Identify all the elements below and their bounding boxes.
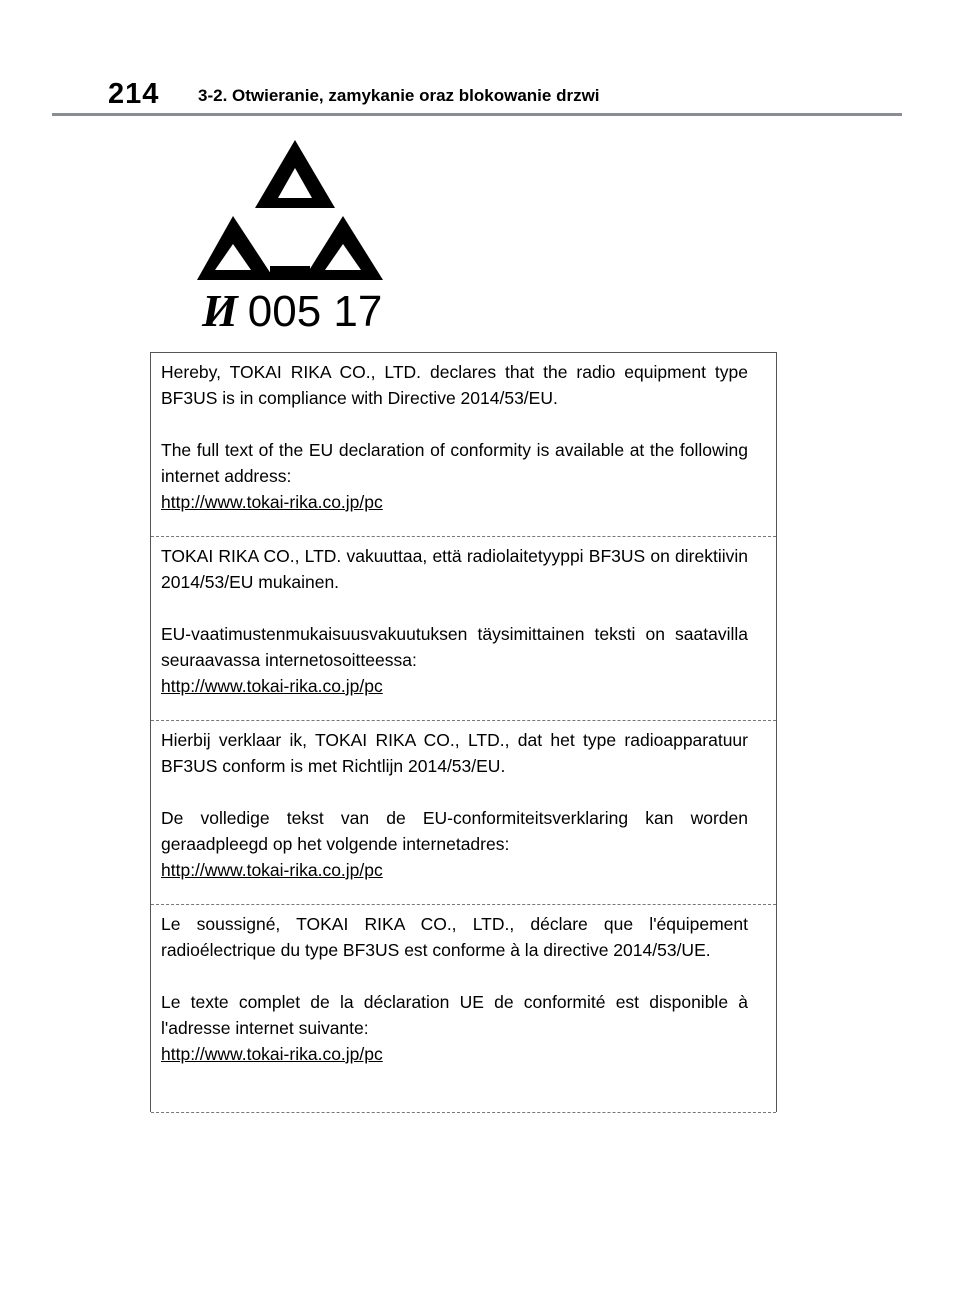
- declaration-statement: Hereby, TOKAI RIKA CO., LTD. declares that the radio equipment type BF3US is in compliance with Directive 2014/53/EU.: [161, 362, 748, 408]
- declaration-english: [151, 353, 776, 537]
- page-number: 214: [108, 78, 160, 110]
- section-title: 3-2. Otwieranie, zamykanie oraz blokowanie drzwi: [198, 86, 600, 105]
- declaration-link[interactable]: http://www.tokai-rika.co.jp/pc: [161, 860, 383, 880]
- declaration-availability: Le texte complet de la déclaration UE de conformité est disponible à l'adresse internet suivante:: [161, 992, 748, 1038]
- declaration-statement: Hierbij verklaar ik, TOKAI RIKA CO., LTD., dat het type radioapparatuur BF3US conform is met Richtlijn 2014/53/EU.: [161, 730, 748, 776]
- declaration-statement: TOKAI RIKA CO., LTD. vakuuttaa, että radiolaitetyyppi BF3US on direktiivin 2014/53/EU mukainen.: [161, 546, 748, 592]
- declaration-dutch: [151, 721, 776, 905]
- certification-symbol: И: [202, 285, 238, 336]
- declaration-statement: Le soussigné, TOKAI RIKA CO., LTD., déclare que l'équipement radioélectrique du type BF3US est conforme à la directive 2014/53/UE.: [161, 914, 748, 960]
- declaration-link[interactable]: http://www.tokai-rika.co.jp/pc: [161, 492, 383, 512]
- declarations-box: [150, 352, 777, 1112]
- declaration-finnish: [151, 537, 776, 721]
- header-rule: [52, 113, 902, 116]
- declaration-availability: The full text of the EU declaration of conformity is available at the following internet address:: [161, 440, 748, 486]
- declaration-french: [151, 905, 776, 1113]
- declaration-link[interactable]: http://www.tokai-rika.co.jp/pc: [161, 1044, 383, 1064]
- certification-number: 005 17: [247, 287, 383, 336]
- declaration-availability: De volledige tekst van de EU-conformiteitsverklaring kan worden geraadpleegd op het volgende internetadres:: [161, 808, 748, 854]
- certification-code: [202, 286, 382, 337]
- declaration-link[interactable]: http://www.tokai-rika.co.jp/pc: [161, 676, 383, 696]
- declaration-availability: EU-vaatimustenmukaisuusvakuutuksen täysimittainen teksti on saatavilla seuraavassa internetosoitteessa:: [161, 624, 748, 670]
- page-header: [0, 0, 960, 118]
